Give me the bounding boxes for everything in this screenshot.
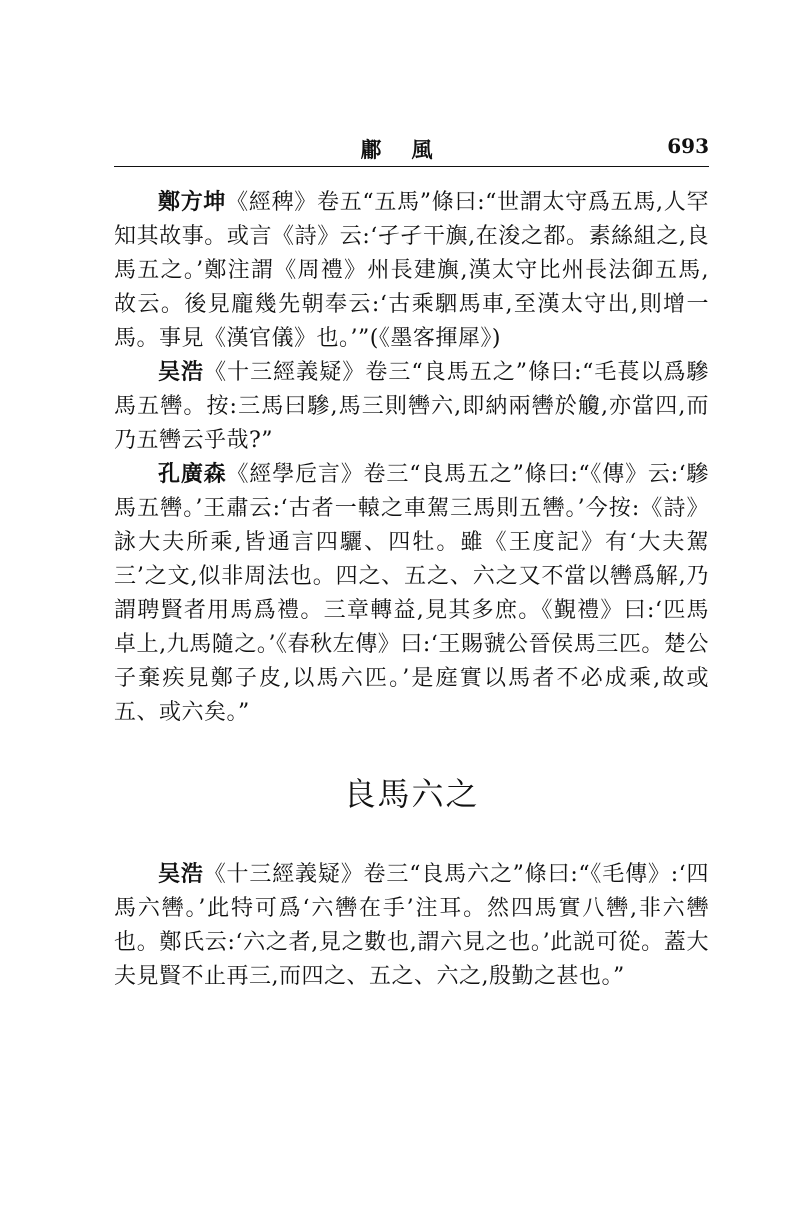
paragraph-text: 《十三經義疑》卷三“良馬五之”條曰:“毛萇以爲驂馬五轡。按:三馬曰驂,馬三則轡六,即納兩轡於觼,亦當四,而乃五轡云乎哉?” (114, 360, 709, 453)
section-heading: 良馬六之 (343, 775, 480, 813)
page-header (114, 130, 709, 166)
paragraph-text: 《經學卮言》卷三“良馬五之”條曰:“《傳》云:‘驂馬五轡。’王肅云:‘古者一轅之車駕三馬則五轡。’今按:《詩》詠大夫所乘,皆通言四驪、四牡。雖《王度記》有‘大夫駕三’之文,似非周法也。四之、五之、六之又不當以轡爲解,乃謂聘賢者用馬爲禮。三章轉益,見其多庶。《覲禮》曰:‘匹馬卓上,九馬隨之。’《春秋左傳》曰:‘王賜虢公晉侯馬三匹。楚公子棄疾見鄭子皮,以馬六匹。’是庭實以馬者不必成乘,故或五、或六矣。” (114, 462, 709, 725)
author-name: 鄭方坤 (158, 190, 227, 215)
header-rule (114, 166, 709, 167)
running-title: 鄘風 (360, 137, 463, 162)
paragraph-wu-hao (114, 356, 709, 458)
paragraph-wu-hao-section (114, 858, 709, 994)
paragraph-zheng-fangkun (114, 186, 709, 356)
paragraph-text: 《經稗》卷五“五馬”條曰:“世謂太守爲五馬,人罕知其故事。或言《詩》云:‘孑孑干旟,在浚之都。素絲組之,良馬五之。’鄭注謂《周禮》州長建旟,漢太守比州長法御五馬,故云。後見龐幾先朝奉云:‘古乘駟馬車,至漢太守出,則增一馬。事見《漢官儀》也。’”(《墨客揮犀》) (114, 190, 709, 351)
page-number: 693 (667, 134, 709, 158)
page-body (114, 186, 709, 994)
paragraph-kong-guangsen (114, 458, 709, 730)
paragraph-text: 《十三經義疑》卷三“良馬六之”條曰:“《毛傳》:‘四馬六轡。’此特可爲‘六轡在手’注耳。然四馬實八轡,非六轡也。鄭氏云:‘六之者,見之數也,謂六見之也。’此説可從。蓋大夫見賢不止再三,而四之、五之、六之,殷勤之甚也。” (114, 862, 709, 989)
author-name: 吴浩 (158, 862, 204, 887)
author-name: 孔廣森 (158, 462, 227, 487)
author-name: 吴浩 (158, 360, 205, 385)
